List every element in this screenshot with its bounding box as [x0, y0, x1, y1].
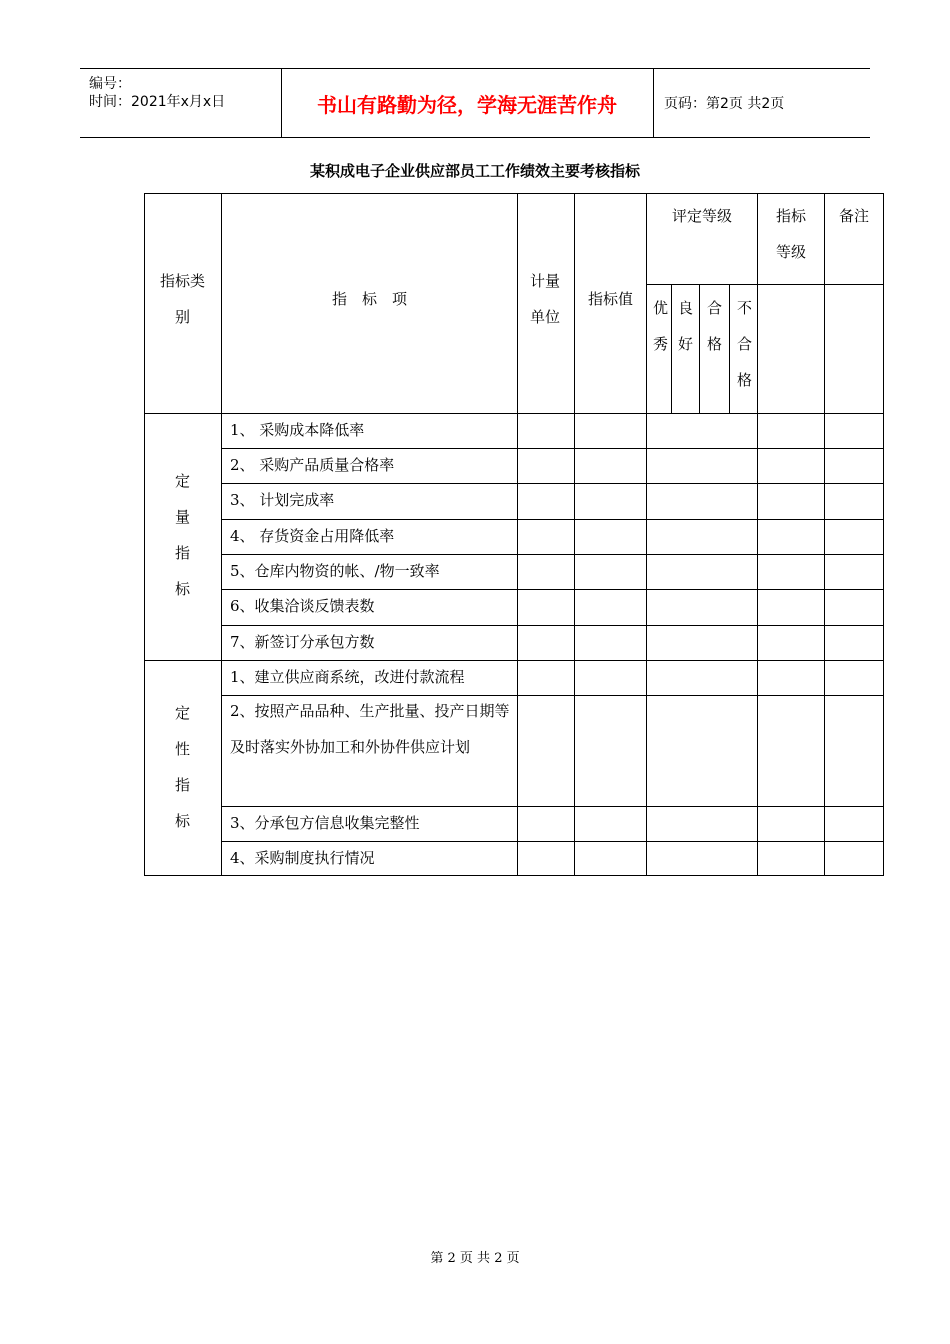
list-item: 2、 采购产品质量合格率	[230, 456, 395, 474]
header-category: 指标类别	[159, 272, 205, 326]
header-item: 指 标 项	[331, 290, 407, 308]
date-label: 时间：2021年x月x日	[89, 94, 226, 110]
header-motto: 书山有路勤为径，学海无涯苦作舟	[281, 69, 654, 137]
list-item: 2、按照产品品种、生产批量、投产日期等及时落实外协加工和外协件供应计划	[230, 702, 510, 756]
document-header	[80, 68, 870, 138]
header-remark: 备注	[838, 207, 869, 225]
number-label: 编号：	[89, 76, 131, 92]
page-footer: 第 2 页 共 2 页	[430, 1251, 520, 1266]
header-fail: 不合格	[736, 299, 752, 389]
header-unit: 计量单位	[529, 272, 560, 326]
header-good: 良好	[677, 299, 693, 353]
list-item: 5、仓库内物资的帐、/物一致率	[230, 562, 440, 580]
list-item: 7、新签订分承包方数	[230, 633, 375, 651]
assessment-table	[144, 193, 884, 876]
list-item: 4、采购制度执行情况	[230, 849, 375, 867]
list-item: 3、分承包方信息收集完整性	[230, 814, 420, 832]
header-meta	[80, 69, 282, 137]
list-item: 6、收集洽谈反馈表数	[230, 597, 375, 615]
document-title: 某积成电子企业供应部员工工作绩效主要考核指标	[309, 162, 640, 180]
category-qualitative: 定性指标	[174, 704, 190, 830]
header-excellent: 优秀	[652, 299, 668, 353]
page-indicator: 页码：第2页 共2页	[664, 96, 785, 112]
list-item: 3、 计划完成率	[230, 491, 335, 509]
header-grade: 指标等级	[775, 207, 806, 261]
header-rating: 评定等级	[671, 207, 732, 225]
header-pass: 合格	[706, 299, 722, 353]
category-quantitative: 定量指标	[174, 472, 190, 598]
list-item: 1、 采购成本降低率	[230, 421, 365, 439]
header-value: 指标值	[587, 290, 633, 308]
list-item: 1、建立供应商系统，改进付款流程	[230, 668, 465, 686]
list-item: 4、 存货资金占用降低率	[230, 527, 395, 545]
